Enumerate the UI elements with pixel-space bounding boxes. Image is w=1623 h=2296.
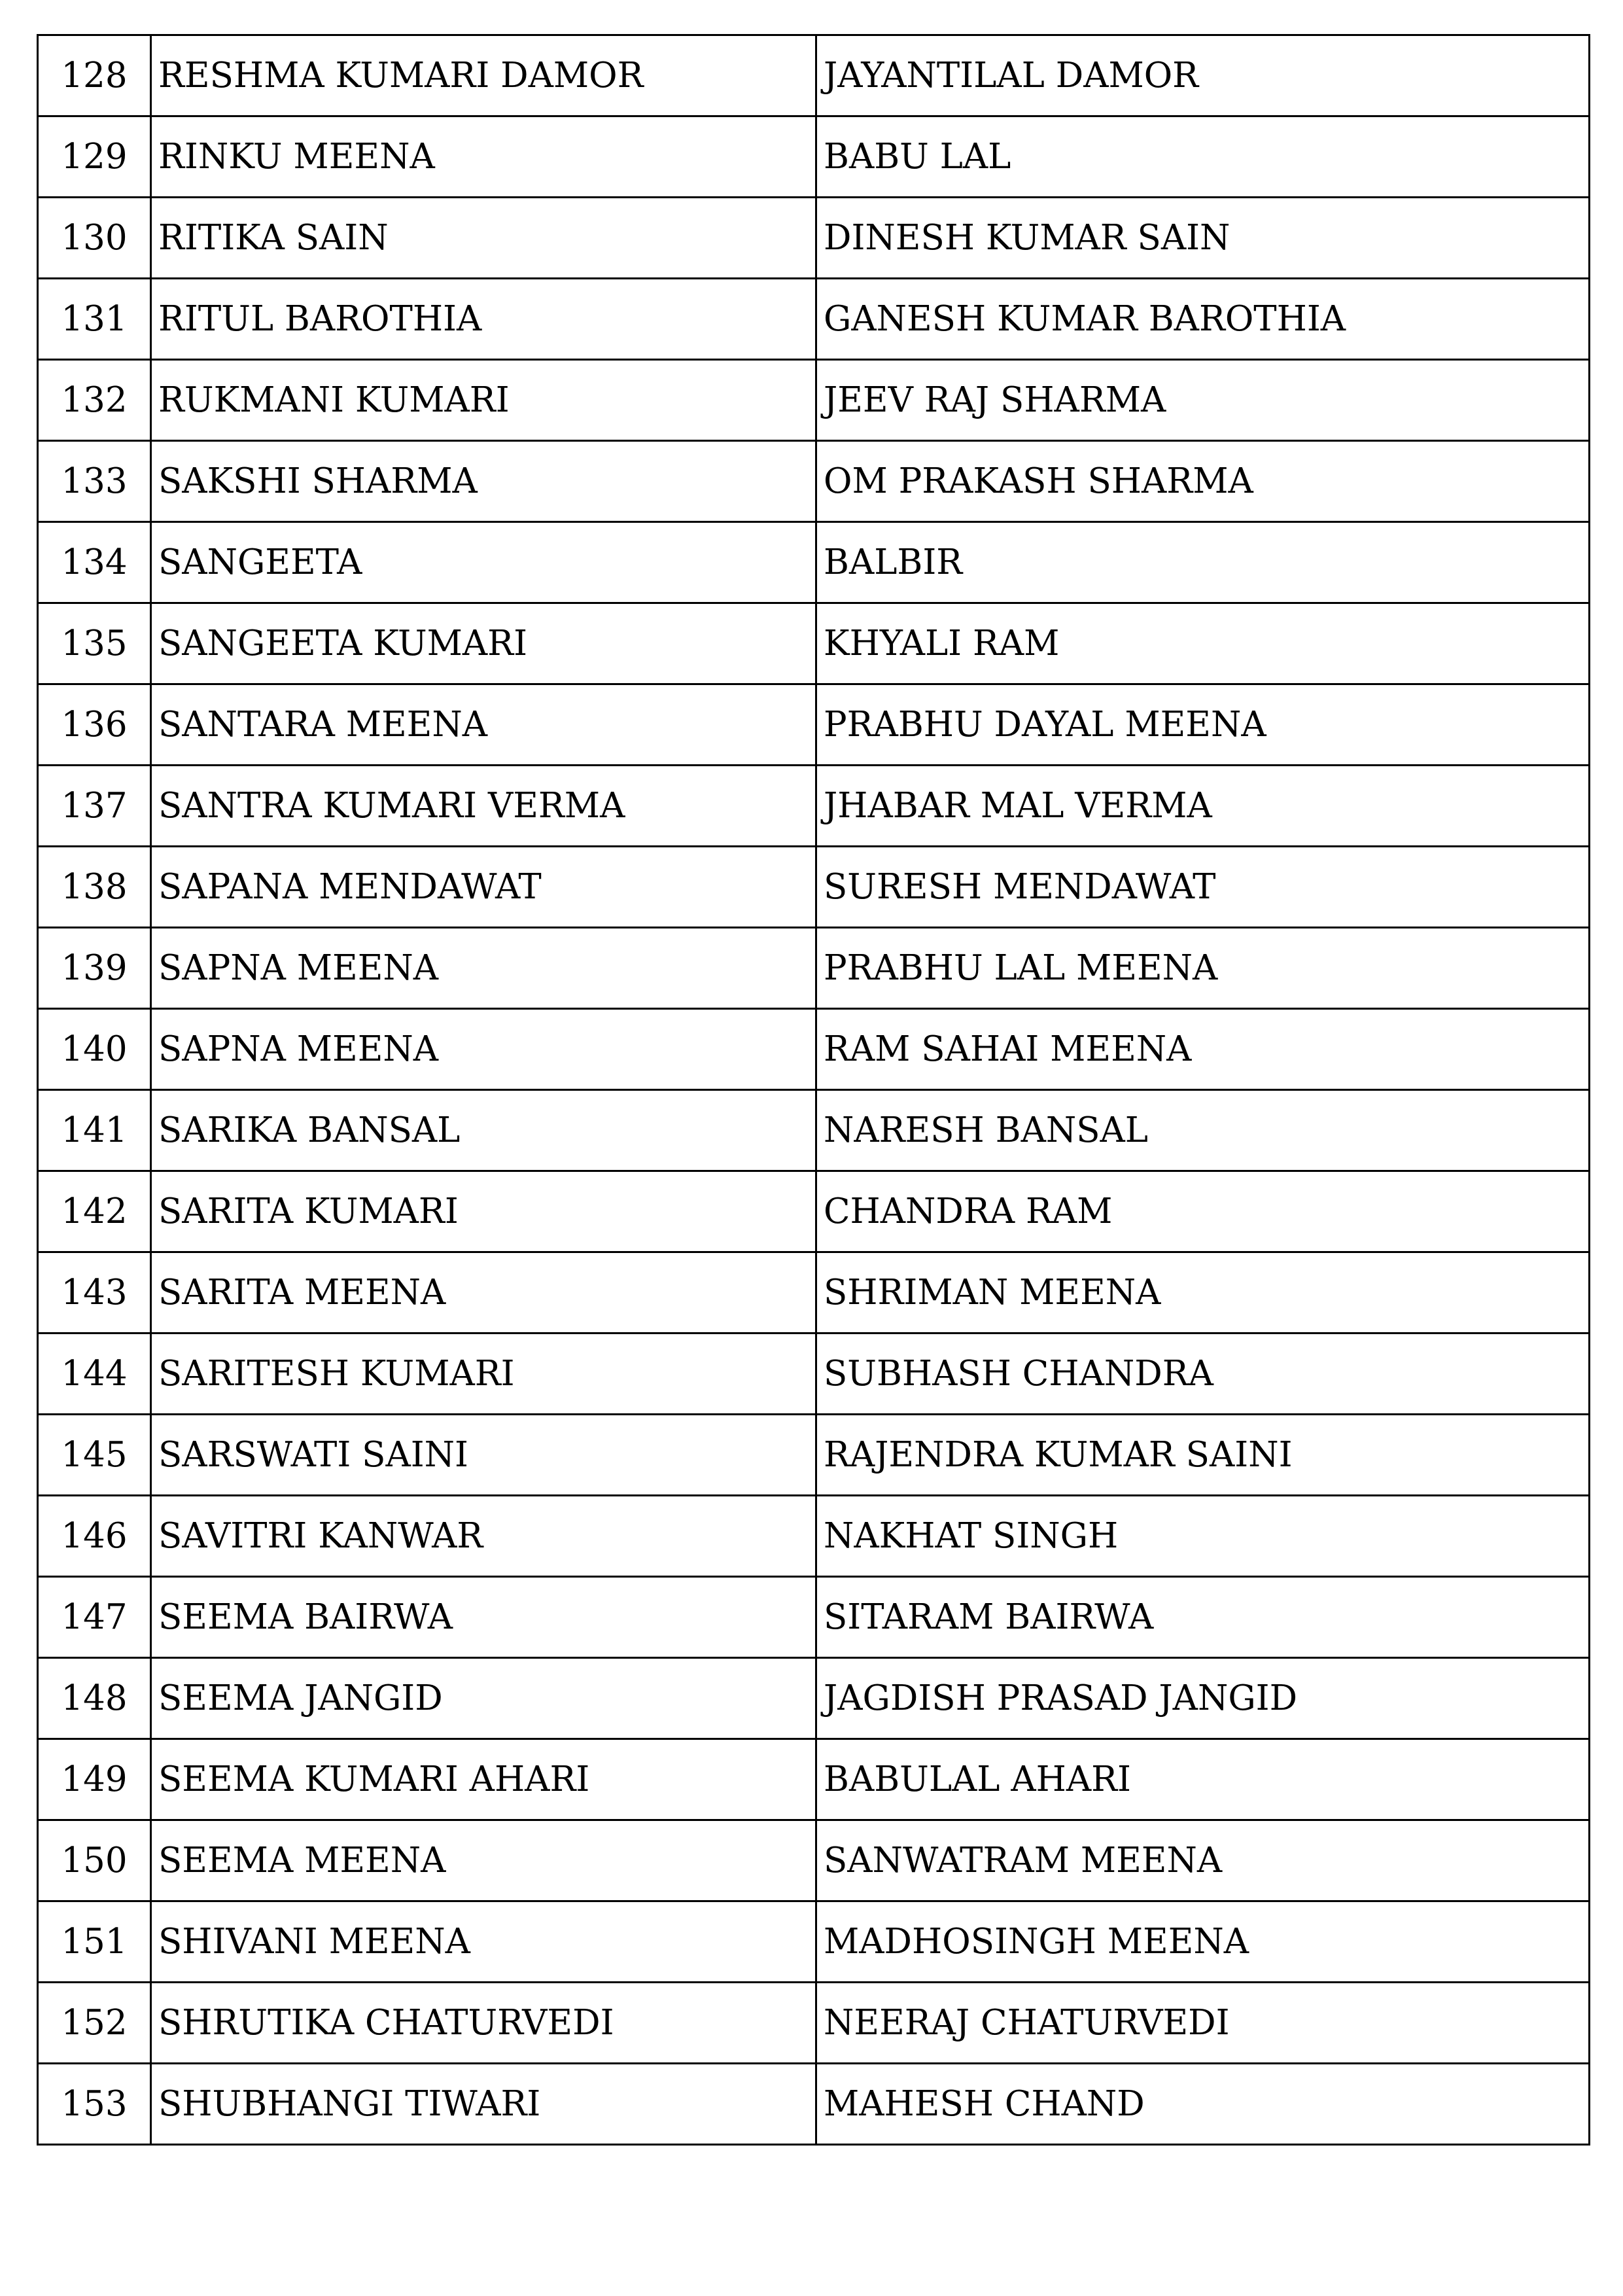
father-name-cell: OM PRAKASH SHARMA	[816, 441, 1590, 522]
table-row	[38, 1983, 1590, 2064]
candidate-name-cell: SEEMA KUMARI AHARI	[151, 1739, 816, 1820]
table-row	[38, 360, 1590, 441]
candidate-name-cell: SEEMA MEENA	[151, 1820, 816, 1901]
father-name-cell: MAHESH CHAND	[816, 2064, 1590, 2145]
serial-number-cell: 152	[38, 1983, 151, 2064]
candidate-name-cell: RINKU MEENA	[151, 116, 816, 198]
table-row	[38, 1901, 1590, 1983]
father-name-cell: DINESH KUMAR SAIN	[816, 198, 1590, 279]
candidate-name-cell: SAKSHI SHARMA	[151, 441, 816, 522]
table-row	[38, 1496, 1590, 1577]
table-row	[38, 522, 1590, 603]
candidate-name-cell: SAVITRI KANWAR	[151, 1496, 816, 1577]
father-name-cell: NEERAJ CHATURVEDI	[816, 1983, 1590, 2064]
candidate-name-cell: RITIKA SAIN	[151, 198, 816, 279]
table-row	[38, 766, 1590, 847]
serial-number-cell: 144	[38, 1333, 151, 1415]
candidate-name-cell: SAPNA MEENA	[151, 928, 816, 1009]
serial-number-cell: 151	[38, 1901, 151, 1983]
table-row	[38, 116, 1590, 198]
father-name-cell: SHRIMAN MEENA	[816, 1252, 1590, 1333]
father-name-cell: SURESH MENDAWAT	[816, 847, 1590, 928]
father-name-cell: NAKHAT SINGH	[816, 1496, 1590, 1577]
father-name-cell: BABU LAL	[816, 116, 1590, 198]
father-name-cell: BALBIR	[816, 522, 1590, 603]
serial-number-cell: 148	[38, 1658, 151, 1739]
father-name-cell: KHYALI RAM	[816, 603, 1590, 684]
table-row	[38, 1577, 1590, 1658]
candidate-name-cell: SARITESH KUMARI	[151, 1333, 816, 1415]
serial-number-cell: 140	[38, 1009, 151, 1090]
table-row	[38, 279, 1590, 360]
serial-number-cell: 138	[38, 847, 151, 928]
table-row	[38, 1820, 1590, 1901]
father-name-cell: JAYANTILAL DAMOR	[816, 35, 1590, 116]
serial-number-cell: 145	[38, 1415, 151, 1496]
table-row	[38, 441, 1590, 522]
serial-number-cell: 153	[38, 2064, 151, 2145]
candidate-name-cell: SANTARA MEENA	[151, 684, 816, 766]
father-name-cell: SUBHASH CHANDRA	[816, 1333, 1590, 1415]
table-row	[38, 928, 1590, 1009]
candidate-name-cell: SHUBHANGI TIWARI	[151, 2064, 816, 2145]
serial-number-cell: 143	[38, 1252, 151, 1333]
serial-number-cell: 146	[38, 1496, 151, 1577]
father-name-cell: BABULAL AHARI	[816, 1739, 1590, 1820]
serial-number-cell: 147	[38, 1577, 151, 1658]
serial-number-cell: 133	[38, 441, 151, 522]
table-row	[38, 35, 1590, 116]
table-row	[38, 1252, 1590, 1333]
serial-number-cell: 128	[38, 35, 151, 116]
table-row	[38, 1739, 1590, 1820]
serial-number-cell: 141	[38, 1090, 151, 1171]
candidate-name-cell: SANGEETA KUMARI	[151, 603, 816, 684]
candidate-name-cell: RUKMANI KUMARI	[151, 360, 816, 441]
candidate-name-cell: SAPNA MEENA	[151, 1009, 816, 1090]
serial-number-cell: 134	[38, 522, 151, 603]
candidate-table-body	[38, 35, 1590, 2145]
table-row	[38, 2064, 1590, 2145]
father-name-cell: PRABHU LAL MEENA	[816, 928, 1590, 1009]
candidate-name-cell: SHRUTIKA CHATURVEDI	[151, 1983, 816, 2064]
father-name-cell: NARESH BANSAL	[816, 1090, 1590, 1171]
father-name-cell: CHANDRA RAM	[816, 1171, 1590, 1252]
table-row	[38, 1090, 1590, 1171]
table-row	[38, 198, 1590, 279]
father-name-cell: SITARAM BAIRWA	[816, 1577, 1590, 1658]
serial-number-cell: 130	[38, 198, 151, 279]
candidate-name-cell: SHIVANI MEENA	[151, 1901, 816, 1983]
candidate-name-cell: SARSWATI SAINI	[151, 1415, 816, 1496]
table-row	[38, 1333, 1590, 1415]
candidate-name-cell: SARITA MEENA	[151, 1252, 816, 1333]
table-row	[38, 603, 1590, 684]
serial-number-cell: 129	[38, 116, 151, 198]
father-name-cell: JEEV RAJ SHARMA	[816, 360, 1590, 441]
serial-number-cell: 131	[38, 279, 151, 360]
serial-number-cell: 136	[38, 684, 151, 766]
candidate-name-cell: SANGEETA	[151, 522, 816, 603]
father-name-cell: SANWATRAM MEENA	[816, 1820, 1590, 1901]
father-name-cell: GANESH KUMAR BAROTHIA	[816, 279, 1590, 360]
candidate-name-cell: SEEMA BAIRWA	[151, 1577, 816, 1658]
serial-number-cell: 139	[38, 928, 151, 1009]
table-row	[38, 1415, 1590, 1496]
father-name-cell: RAM SAHAI MEENA	[816, 1009, 1590, 1090]
table-row	[38, 847, 1590, 928]
table-row	[38, 1658, 1590, 1739]
serial-number-cell: 137	[38, 766, 151, 847]
serial-number-cell: 149	[38, 1739, 151, 1820]
candidate-name-cell: SEEMA JANGID	[151, 1658, 816, 1739]
father-name-cell: RAJENDRA KUMAR SAINI	[816, 1415, 1590, 1496]
serial-number-cell: 142	[38, 1171, 151, 1252]
table-row	[38, 684, 1590, 766]
serial-number-cell: 135	[38, 603, 151, 684]
candidate-name-cell: SARIKA BANSAL	[151, 1090, 816, 1171]
father-name-cell: JAGDISH PRASAD JANGID	[816, 1658, 1590, 1739]
serial-number-cell: 132	[38, 360, 151, 441]
candidate-name-cell: RESHMA KUMARI DAMOR	[151, 35, 816, 116]
candidate-name-cell: SARITA KUMARI	[151, 1171, 816, 1252]
candidate-name-cell: RITUL BAROTHIA	[151, 279, 816, 360]
father-name-cell: MADHOSINGH MEENA	[816, 1901, 1590, 1983]
father-name-cell: PRABHU DAYAL MEENA	[816, 684, 1590, 766]
candidate-table	[37, 34, 1590, 2146]
candidate-name-cell: SANTRA KUMARI VERMA	[151, 766, 816, 847]
father-name-cell: JHABAR MAL VERMA	[816, 766, 1590, 847]
candidate-name-cell: SAPANA MENDAWAT	[151, 847, 816, 928]
table-row	[38, 1009, 1590, 1090]
table-row	[38, 1171, 1590, 1252]
serial-number-cell: 150	[38, 1820, 151, 1901]
